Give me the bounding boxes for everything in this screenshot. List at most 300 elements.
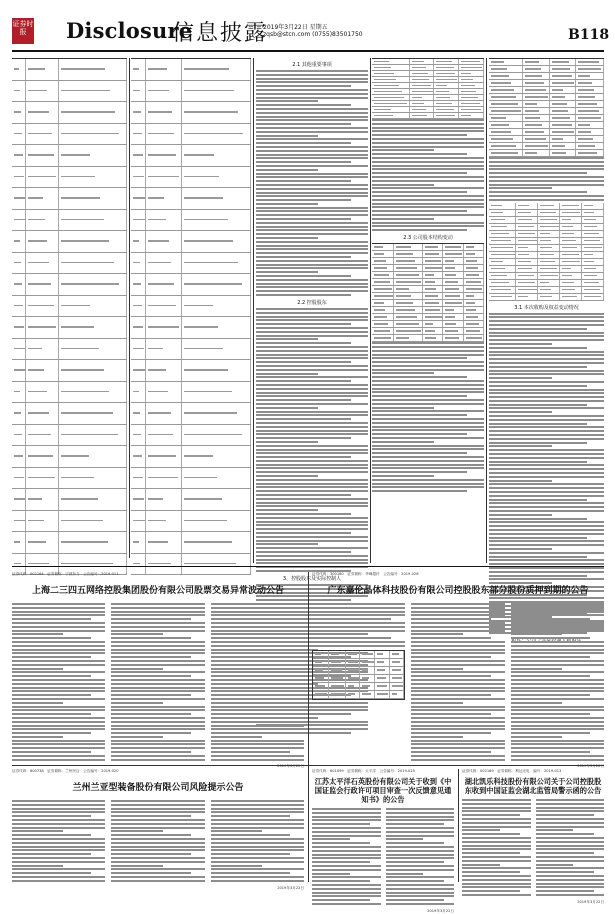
- text-line: [256, 388, 368, 390]
- text-line: [12, 671, 105, 673]
- text-line: [211, 868, 304, 870]
- table-cell: [146, 124, 182, 145]
- table-cell: [59, 167, 127, 188]
- text-line: [111, 876, 204, 878]
- table-cell: [146, 425, 182, 446]
- table-row: [131, 124, 251, 146]
- table-cell: [12, 468, 26, 489]
- text-line: [536, 845, 605, 847]
- announcement-code: 证券代码：002164 证券简称：宁波东力 公告编号：2019-011: [12, 572, 119, 576]
- table-cell: [59, 231, 127, 252]
- text-line: [111, 649, 204, 651]
- table-cell: [523, 150, 550, 156]
- text-line: [511, 759, 604, 761]
- text-line: [386, 895, 455, 897]
- text-line: [256, 335, 368, 337]
- text-line: [256, 150, 368, 152]
- text-line: [511, 725, 604, 727]
- table-cell: [576, 129, 604, 135]
- text-line: [372, 187, 484, 189]
- text-line: [256, 210, 368, 212]
- table-cell: [464, 258, 484, 264]
- text-line: [211, 880, 304, 882]
- text-line: [462, 848, 531, 850]
- table-cell: [576, 94, 604, 100]
- table-cell: [443, 300, 463, 306]
- table-cell: [516, 280, 538, 286]
- text-line: [462, 875, 531, 877]
- text-line: [312, 626, 405, 628]
- table-cell: [59, 489, 127, 510]
- text-line: [111, 857, 204, 859]
- table-cell: [582, 217, 604, 223]
- text-line: [111, 861, 204, 863]
- text-line: [372, 123, 484, 125]
- text-line: [211, 668, 262, 670]
- text-line: [256, 97, 368, 99]
- table-row: [12, 102, 127, 124]
- text-line: [511, 649, 604, 651]
- text-line: [312, 899, 370, 901]
- text-line: [312, 888, 381, 890]
- text-line: [462, 810, 531, 812]
- text-line: [372, 490, 467, 492]
- text-line: [12, 649, 105, 651]
- text-line: [489, 461, 587, 463]
- text-line: [256, 449, 368, 451]
- table-cell: [372, 279, 394, 285]
- text-line: [489, 354, 604, 356]
- text-line: [211, 830, 262, 832]
- text-line: [256, 188, 368, 190]
- text-line: [462, 837, 531, 839]
- text-line: [256, 252, 368, 254]
- table-cell: [538, 280, 560, 286]
- text-line: [489, 476, 604, 478]
- text-line: [256, 445, 368, 447]
- text-line: [489, 195, 604, 197]
- text-line: [111, 800, 204, 802]
- table-cell: [12, 210, 26, 231]
- text-line: [256, 264, 368, 266]
- text-line: [256, 131, 368, 133]
- table-row: [489, 108, 604, 115]
- table-cell: [582, 287, 604, 293]
- text-line: [256, 283, 368, 285]
- text-line: [536, 875, 605, 877]
- text-line: [12, 853, 91, 855]
- text-line: [372, 134, 467, 136]
- table-cell: [464, 335, 484, 341]
- table-cell: [538, 231, 560, 237]
- table-cell: [489, 238, 516, 244]
- text-line: [411, 713, 490, 715]
- table-cell: [464, 286, 484, 292]
- table-cell: [410, 95, 435, 100]
- text-line: [536, 814, 594, 816]
- text-line: [411, 614, 504, 616]
- text-line: [489, 491, 604, 493]
- text-line: [372, 168, 484, 170]
- text-line: [386, 816, 455, 818]
- text-line: [489, 396, 604, 398]
- text-line: [386, 884, 455, 886]
- text-line: [372, 354, 484, 356]
- table-row: [12, 382, 127, 404]
- table-cell: [12, 489, 26, 510]
- table-cell: [12, 59, 26, 80]
- text-line: [256, 184, 368, 186]
- text-line: [511, 728, 604, 730]
- table-cell: [523, 115, 550, 121]
- table-cell: [59, 360, 127, 381]
- table-cell: [59, 403, 127, 424]
- text-line: [462, 826, 531, 828]
- table-cell: [410, 77, 435, 82]
- table-cell: [313, 659, 329, 666]
- text-line: [256, 392, 368, 394]
- table-cell: [313, 675, 329, 682]
- text-line: [411, 683, 504, 685]
- table-cell: [360, 667, 375, 674]
- text-line: [12, 838, 105, 840]
- text-line: [211, 694, 290, 696]
- text-line: [211, 664, 304, 666]
- text-line: [256, 180, 351, 182]
- text-line: [111, 706, 204, 708]
- text-line: [256, 502, 368, 504]
- text-line: [12, 622, 105, 624]
- text-line: [111, 880, 204, 882]
- table-cell: [146, 253, 182, 274]
- table-cell: [550, 94, 577, 100]
- table-cell: [464, 321, 484, 327]
- table-cell: [423, 272, 443, 278]
- text-line: [312, 630, 405, 632]
- text-line: [489, 499, 587, 501]
- table-cell: [538, 210, 560, 216]
- text-line: [256, 74, 368, 76]
- table-cell: [59, 145, 127, 166]
- table-cell: [146, 468, 182, 489]
- table-cell: [459, 83, 484, 88]
- text-line: [211, 649, 304, 651]
- table-row: [12, 188, 127, 210]
- text-line: [12, 823, 105, 825]
- text-line: [256, 513, 351, 515]
- table-row: [489, 252, 604, 259]
- text-line: [256, 260, 368, 262]
- masthead: [0, 0, 615, 52]
- table-cell: [131, 296, 146, 317]
- text-line: [111, 732, 190, 734]
- text-line: [536, 818, 605, 820]
- text-line: [111, 853, 190, 855]
- text-line: [256, 399, 351, 401]
- table-cell: [146, 511, 182, 532]
- text-line: [211, 853, 290, 855]
- table-cell: [131, 403, 146, 424]
- table-cell: [329, 659, 345, 666]
- text-line: [312, 842, 370, 844]
- text-line: [411, 649, 504, 651]
- text-line: [256, 112, 368, 114]
- table-cell: [560, 266, 582, 272]
- table-row: [12, 532, 127, 554]
- table-cell: [346, 651, 361, 658]
- text-line: [312, 884, 381, 886]
- table-row: [313, 675, 404, 683]
- table-cell: [182, 511, 251, 532]
- table-row: [131, 446, 251, 468]
- text-line: [312, 865, 381, 867]
- text-line: [256, 195, 368, 197]
- text-line: [312, 861, 370, 863]
- table-cell: [550, 59, 577, 65]
- table-cell: [394, 335, 423, 341]
- text-line: [462, 799, 531, 801]
- table-cell: [26, 403, 58, 424]
- text-line: [489, 453, 604, 455]
- text-line: [411, 675, 490, 677]
- text-line: [372, 222, 484, 224]
- table-cell: [182, 188, 251, 209]
- table-cell: [360, 651, 375, 658]
- table-cell: [182, 145, 251, 166]
- text-line: [411, 603, 504, 605]
- table-row: [489, 294, 604, 301]
- pledge-table: [312, 650, 405, 700]
- text-line: [111, 660, 204, 662]
- text-line: [256, 294, 351, 296]
- text-line: [256, 85, 351, 87]
- table-cell: [59, 382, 127, 403]
- text-line: [386, 865, 455, 867]
- text-line: [411, 671, 504, 673]
- table-cell: [26, 532, 58, 553]
- text-line: [256, 475, 318, 477]
- table-cell: [146, 532, 182, 553]
- table-cell: [146, 554, 182, 575]
- table-cell: [576, 108, 604, 114]
- text-line: [211, 834, 290, 836]
- table-cell: [375, 675, 390, 682]
- text-line: [372, 483, 484, 485]
- table-row: [131, 274, 251, 296]
- text-line: [211, 740, 304, 742]
- text-line: [372, 203, 484, 205]
- table-cell: [576, 59, 604, 65]
- text-line: [12, 736, 63, 738]
- table-cell: [12, 231, 26, 252]
- table-row: [12, 81, 127, 103]
- text-line: [12, 861, 105, 863]
- text-line: [411, 725, 504, 727]
- table-cell: [372, 101, 410, 106]
- table-cell: [516, 217, 538, 223]
- text-line: [489, 419, 604, 421]
- table-cell: [489, 87, 523, 93]
- table-cell: [59, 468, 127, 489]
- text-line: [111, 713, 190, 715]
- text-line: [511, 664, 604, 666]
- table-cell: [329, 667, 345, 674]
- table-cell: [459, 107, 484, 112]
- text-line: [211, 618, 290, 620]
- text-line: [312, 850, 381, 852]
- text-line: [211, 717, 304, 719]
- table-cell: [516, 287, 538, 293]
- text-line: [386, 888, 455, 890]
- text-line: [211, 698, 304, 700]
- table-cell: [489, 66, 523, 72]
- text-line: [256, 146, 368, 148]
- table-row: [131, 382, 251, 404]
- table-cell: [423, 300, 443, 306]
- text-line: [256, 365, 368, 367]
- text-line: [386, 812, 455, 814]
- table-cell: [182, 489, 251, 510]
- text-line: [256, 100, 318, 102]
- text-line: [372, 195, 484, 197]
- text-line: [111, 721, 204, 723]
- text-line: [111, 755, 204, 757]
- table-cell: [464, 279, 484, 285]
- table-cell: [146, 188, 182, 209]
- table-row: [489, 245, 604, 252]
- text-line: [462, 822, 531, 824]
- table-cell: [59, 81, 127, 102]
- text-line: [489, 438, 604, 440]
- text-line: [372, 210, 467, 212]
- text-line: [511, 694, 590, 696]
- text-line: [111, 865, 162, 867]
- text-line: [111, 747, 204, 749]
- table-cell: [26, 210, 58, 231]
- text-line: [312, 869, 381, 871]
- text-line: [511, 679, 604, 681]
- table-cell: [372, 265, 394, 271]
- table-cell: [489, 101, 523, 107]
- text-line: [489, 385, 587, 387]
- table-row: [489, 150, 604, 157]
- text-line: [372, 445, 484, 447]
- table-cell: [12, 382, 26, 403]
- table-row: [313, 651, 404, 659]
- text-line: [111, 622, 204, 624]
- text-line: [511, 755, 604, 757]
- text-line: [372, 376, 467, 378]
- text-line: [462, 852, 520, 854]
- text-line: [211, 747, 304, 749]
- text-line: [111, 633, 162, 635]
- text-line: [372, 464, 484, 466]
- table-cell: [12, 167, 26, 188]
- table-cell: [59, 339, 127, 360]
- table-cell: [329, 675, 345, 682]
- table-cell: [464, 272, 484, 278]
- announcement-code: 证券代码：300180 证券简称：华峰超纤 公告编号：2019-026: [312, 572, 419, 576]
- text-line: [462, 894, 531, 896]
- table-cell: [12, 554, 26, 575]
- text-line: [211, 857, 304, 859]
- text-line: [256, 271, 318, 273]
- table-cell: [459, 65, 484, 70]
- text-line: [12, 675, 91, 677]
- text-line: [256, 154, 368, 156]
- text-line: [256, 430, 368, 432]
- text-line: [312, 603, 405, 605]
- text-line: [256, 89, 368, 91]
- text-line: [211, 811, 304, 813]
- table-cell: [59, 425, 127, 446]
- table-cell: [443, 293, 463, 299]
- text-line: [111, 675, 190, 677]
- text-line: [12, 834, 91, 836]
- text-line: [511, 656, 590, 658]
- text-line: [111, 645, 204, 647]
- text-line: [111, 611, 204, 613]
- text-line: [386, 827, 455, 829]
- text-line: [211, 622, 304, 624]
- table-cell: [372, 71, 410, 76]
- text-line: [411, 633, 462, 635]
- text-line: [12, 755, 105, 757]
- text-line: [111, 641, 204, 643]
- text-line: [256, 127, 368, 129]
- table-cell: [576, 115, 604, 121]
- text-line: [256, 547, 368, 549]
- text-line: [511, 721, 604, 723]
- text-line: [211, 736, 262, 738]
- text-line: [462, 845, 531, 847]
- text-line: [489, 373, 604, 375]
- table-row: [313, 683, 404, 691]
- text-line: [256, 543, 318, 545]
- text-line: [256, 108, 368, 110]
- table-cell: [346, 659, 361, 666]
- table-cell: [390, 667, 405, 674]
- table-row: [12, 360, 127, 382]
- table-cell: [560, 252, 582, 258]
- table-row: [131, 468, 251, 490]
- text-line: [462, 860, 531, 862]
- table-row: [131, 317, 251, 339]
- text-line: [372, 138, 484, 140]
- text-line: [12, 865, 63, 867]
- table-row: [12, 511, 127, 533]
- table-cell: [375, 651, 390, 658]
- announcement-date: 2019年3月22日: [577, 899, 604, 904]
- table-cell: [516, 252, 538, 258]
- table-cell: [146, 81, 182, 102]
- table-cell: [538, 294, 560, 300]
- text-line: [411, 721, 504, 723]
- text-line: [256, 407, 318, 409]
- text-line: [489, 366, 587, 368]
- table-cell: [489, 252, 516, 258]
- table-row: [131, 81, 251, 103]
- text-line: [536, 848, 605, 850]
- text-line: [386, 838, 424, 840]
- text-line: [489, 487, 604, 489]
- text-line: [111, 698, 204, 700]
- text-line: [211, 861, 304, 863]
- text-line: [462, 807, 531, 809]
- text-line: [372, 149, 434, 151]
- table-row: [372, 279, 484, 286]
- table-cell: [582, 294, 604, 300]
